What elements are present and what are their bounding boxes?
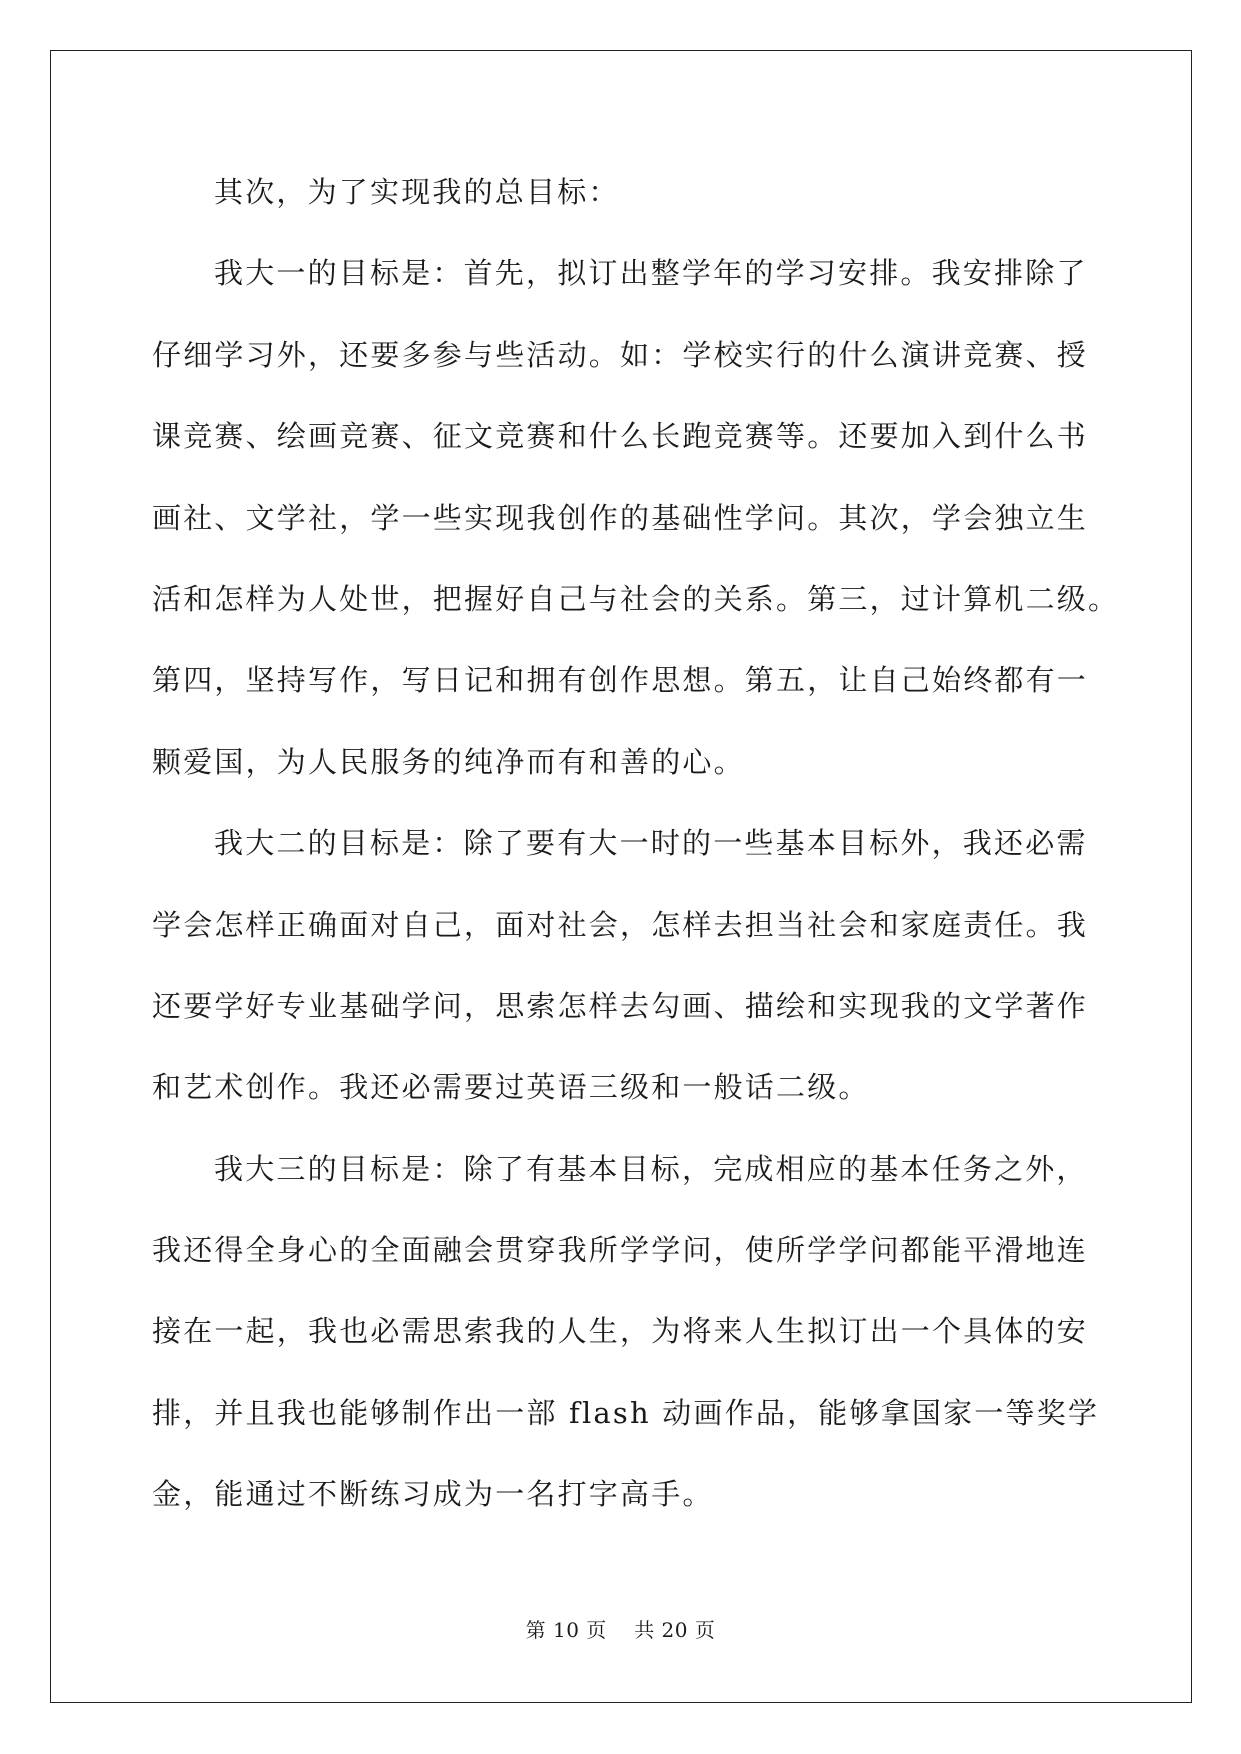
page-footer: [0, 1614, 1241, 1643]
text-line: 第四，坚持写作，写日记和拥有创作思想。第五，让自己始终都有一: [152, 663, 1089, 698]
text-line: 和艺术创作。我还必需要过英语三级和一般话二级。: [152, 1070, 870, 1105]
text-line: 还要学好专业基础学问，思索怎样去勾画、描绘和实现我的文学著作: [152, 988, 1089, 1023]
text-line: 颗爱国，为人民服务的纯净而有和善的心。: [152, 744, 745, 779]
text-line: 学会怎样正确面对自己，面对社会，怎样去担当社会和家庭责任。我: [152, 907, 1089, 942]
text-line: 接在一起，我也必需思索我的人生，为将来人生拟订出一个具体的安: [152, 1314, 1089, 1349]
text-line: 我大三的目标是：除了有基本目标，完成相应的基本任务之外，: [214, 1151, 1088, 1186]
page-number: 第 10 页 共 20 页: [525, 1618, 716, 1642]
text-line: 我大二的目标是：除了要有大一时的一些基本目标外，我还必需: [214, 826, 1088, 861]
text-line: 我还得全身心的全面融会贯穿我所学学问，使所学学问都能平滑地连: [152, 1233, 1089, 1268]
text-line: 其次，为了实现我的总目标：: [214, 175, 620, 209]
text-line: 画社、文学社，学一些实现我创作的基础性学问。其次，学会独立生: [152, 500, 1089, 535]
document-body: [152, 168, 1120, 1552]
text-line: 仔细学习外，还要多参与些活动。如：学校实行的什么演讲竞赛、授: [152, 337, 1089, 372]
text-line: 活和怎样为人处世，把握好自己与社会的关系。第三，过计算机二级。: [152, 581, 1120, 616]
text-line: 课竞赛、绘画竞赛、征文竞赛和什么长跑竞赛等。还要加入到什么书: [152, 419, 1089, 454]
text-line: 排，并且我也能够制作出一部 flash 动画作品，能够拿国家一等奖学: [152, 1395, 1100, 1430]
text-line: 金，能通过不断练习成为一名打字高手。: [152, 1477, 714, 1512]
text-line: 我大一的目标是：首先，拟订出整学年的学习安排。我安排除了: [214, 256, 1088, 291]
